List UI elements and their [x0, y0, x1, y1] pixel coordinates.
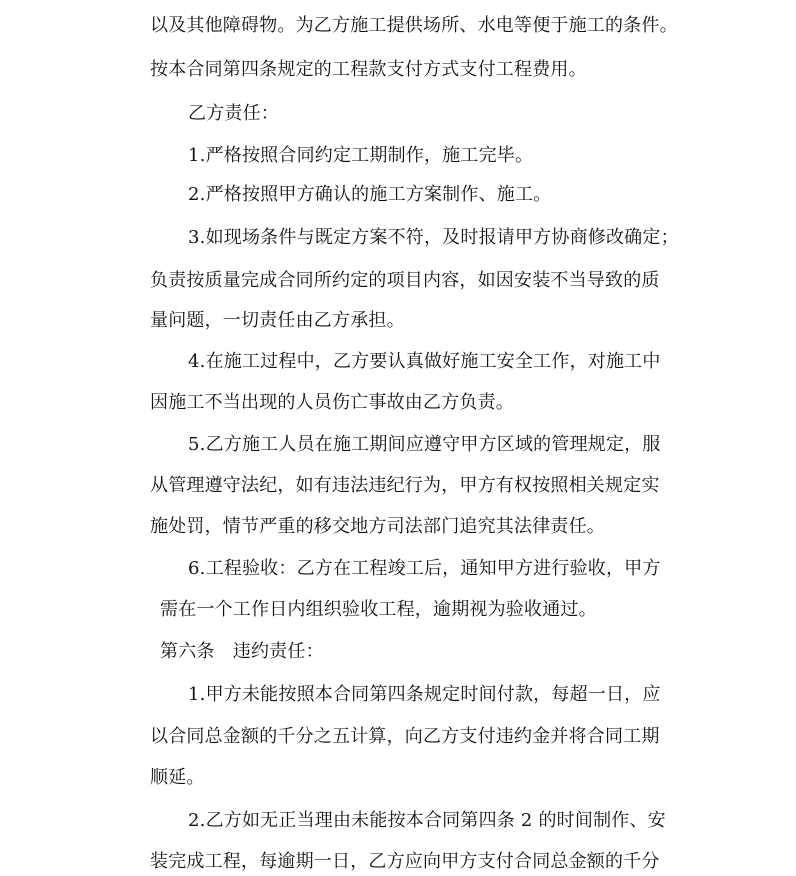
- text-line: 需在一个工作日内组织验收工程，逾期视为验收通过。: [160, 599, 597, 620]
- text-line: 装完成工程，每逾期一日，乙方应向甲方支付合同总金额的千分: [150, 851, 660, 872]
- list-item: 1.严格按照合同约定工期制作，施工完毕。: [188, 145, 534, 166]
- article-heading: 第六条 违约责任：: [160, 641, 324, 662]
- list-item: 5.乙方施工人员在施工期间应遵守甲方区域的管理规定，服: [188, 434, 661, 455]
- list-item: 1.甲方未能按照本合同第四条规定时间付款，每超一日，应: [188, 684, 661, 705]
- text-line: 量问题，一切责任由乙方承担。: [150, 310, 405, 331]
- list-item: 2.乙方如无正当理由未能按本合同第四条 2 的时间制作、安: [188, 810, 666, 831]
- list-item: 2.严格按照甲方确认的施工方案制作、施工。: [188, 184, 552, 205]
- section-heading: 乙方责任：: [188, 103, 279, 124]
- text-line: 从管理遵守法纪，如有违法违纪行为，甲方有权按照相关规定实: [150, 475, 660, 496]
- text-line: 负责按质量完成合同所约定的项目内容，如因安装不当导致的质: [150, 270, 660, 291]
- list-item: 3.如现场条件与既定方案不符，及时报请甲方协商修改确定；: [188, 227, 679, 248]
- text-line: 顺延。: [150, 767, 205, 788]
- text-line: 以合同总金额的千分之五计算，向乙方支付违约金并将合同工期: [150, 726, 660, 747]
- text-line: 因施工不当出现的人员伤亡事故由乙方负责。: [150, 392, 514, 413]
- text-line: 按本合同第四条规定的工程款支付方式支付工程费用。: [150, 59, 587, 80]
- list-item: 6.工程验收：乙方在工程竣工后，通知甲方进行验收，甲方: [188, 558, 661, 579]
- list-item: 4.在施工过程中，乙方要认真做好施工安全工作，对施工中: [188, 351, 661, 372]
- text-line: 以及其他障碍物。为乙方施工提供场所、水电等便于施工的条件。: [150, 15, 678, 36]
- text-line: 施处罚，情节严重的移交地方司法部门追究其法律责任。: [150, 516, 605, 537]
